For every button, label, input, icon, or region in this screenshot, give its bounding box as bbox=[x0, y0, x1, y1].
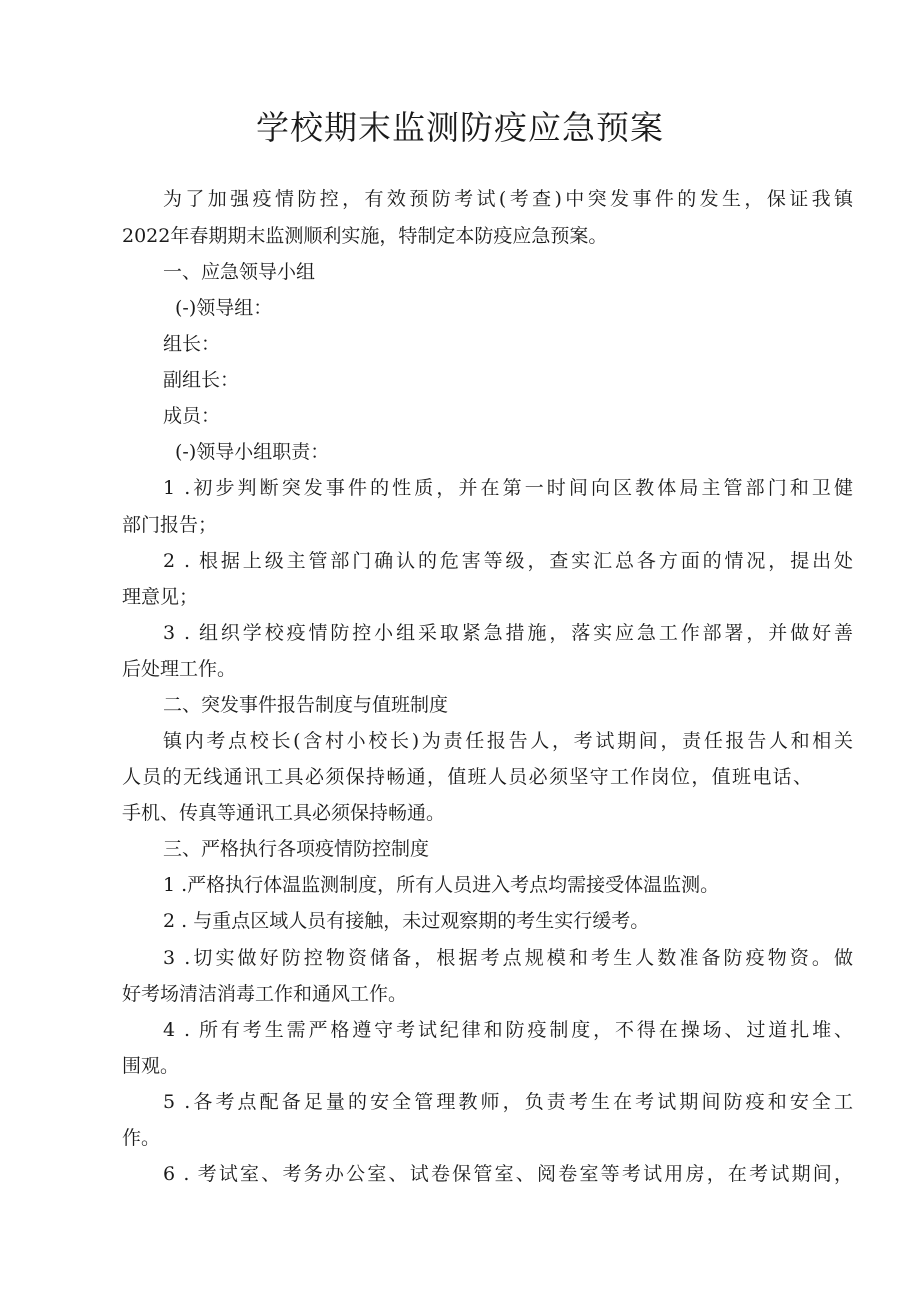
list-item-line: 4 . 所有考生需严格遵守考试纪律和防疫制度，不得在操场、过道扎堆、 bbox=[163, 1019, 853, 1041]
list-item-line: 围观。 bbox=[122, 1055, 180, 1077]
subsection-heading: (-)领导组： bbox=[175, 297, 273, 319]
paragraph-line: 成员： bbox=[163, 405, 221, 427]
list-item-line: 好考场清洁消毒工作和通风工作。 bbox=[122, 983, 408, 1005]
section-heading: 一、应急领导小组 bbox=[163, 261, 316, 283]
paragraph-line: 组长： bbox=[163, 333, 221, 355]
section-heading: 二、突发事件报告制度与值班制度 bbox=[163, 694, 449, 716]
paragraph-line: 2022年春期期末监测顺利实施，特制定本防疫应急预案。 bbox=[122, 225, 608, 247]
list-item-line: 作。 bbox=[122, 1127, 161, 1149]
document-title: 学校期末监测防疫应急预案 bbox=[256, 108, 664, 147]
subsection-heading: (-)领导小组职责： bbox=[175, 441, 330, 463]
list-item-line: 5 .各考点配备足量的安全管理教师，负责考生在考试期间防疫和安全工 bbox=[163, 1091, 853, 1113]
paragraph-line: 镇内考点校长(含村小校长)为责任报告人，考试期间，责任报告人和相关 bbox=[163, 730, 853, 752]
paragraph-line: 手机、传真等通讯工具必须保持畅通。 bbox=[122, 802, 446, 824]
paragraph-line: 为了加强疫情防控，有效预防考试(考查)中突发事件的发生，保证我镇 bbox=[163, 188, 853, 210]
section-heading: 三、严格执行各项疫情防控制度 bbox=[163, 838, 430, 860]
list-item-line: 后处理工作。 bbox=[122, 658, 237, 680]
list-item-line: 1 .初步判断突发事件的性质，并在第一时间向区教体局主管部门和卫健 bbox=[163, 477, 853, 499]
list-item-line: 1 .严格执行体温监测制度，所有人员进入考点均需接受体温监测。 bbox=[163, 874, 720, 896]
list-item-line: 6 . 考试室、考务办公室、试卷保管室、阅卷室等考试用房，在考试期间， bbox=[163, 1163, 853, 1185]
list-item-line: 理意见； bbox=[122, 586, 199, 608]
list-item-line: 2 . 根据上级主管部门确认的危害等级，查实汇总各方面的情况，提出处 bbox=[163, 550, 853, 572]
list-item-line: 3 .切实做好防控物资储备，根据考点规模和考生人数准备防疫物资。做 bbox=[163, 947, 853, 969]
list-item-line: 2 . 与重点区域人员有接触，未过观察期的考生实行缓考。 bbox=[163, 910, 650, 932]
list-item-line: 3 . 组织学校疫情防控小组采取紧急措施，落实应急工作部署，并做好善 bbox=[163, 622, 853, 644]
list-item-line: 部门报告； bbox=[122, 514, 218, 536]
paragraph-line: 副组长： bbox=[163, 369, 240, 391]
paragraph-line: 人员的无线通讯工具必须保持畅通，值班人员必须坚守工作岗位，值班电话、 bbox=[122, 766, 812, 788]
